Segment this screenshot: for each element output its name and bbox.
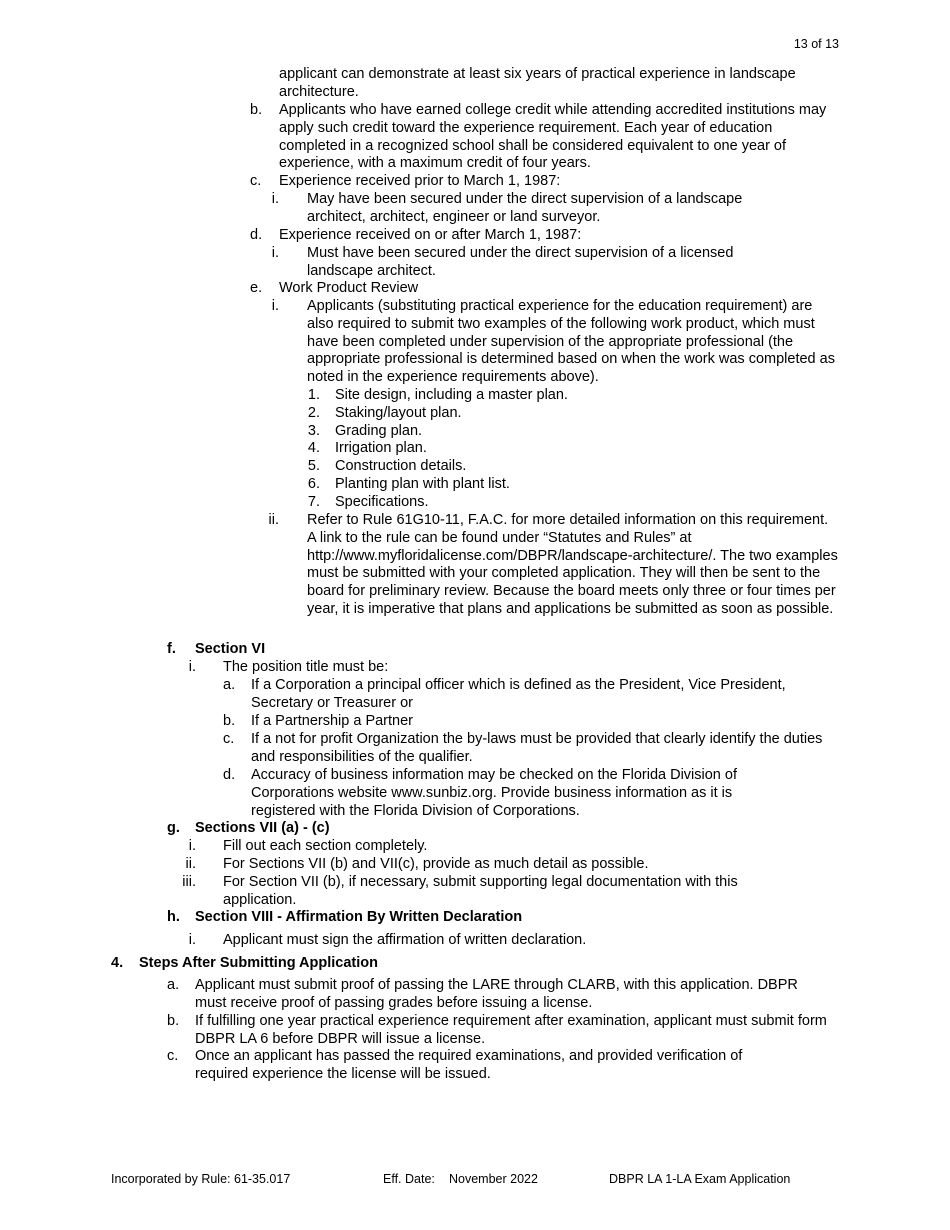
- list-item-text: If a Partnership a Partner: [251, 713, 413, 729]
- section-heading: Section VIII - Affirmation By Written Declaration: [195, 909, 523, 925]
- list-item-text: Planting plan with plant list.: [335, 476, 510, 492]
- list-item-text: For Sections VII (b) and VII(c), provide as much detail as possible.: [223, 856, 649, 872]
- section-heading: Steps After Submitting Application: [139, 955, 378, 971]
- page-number: 13 of 13: [793, 37, 839, 51]
- section-marker: g.: [167, 820, 180, 836]
- list-marker: c.: [223, 731, 235, 747]
- list-item-text: The position title must be:: [223, 659, 389, 675]
- list-item-text: Applicant must submit proof of passing the LARE through CLARB, with this application. DBPR must receive proof of passing grades before issuing a license.: [195, 977, 798, 1011]
- list-item-text: Applicant must sign the affirmation of written declaration.: [223, 932, 587, 948]
- list-marker: d.: [250, 227, 263, 243]
- list-marker: i.: [271, 298, 279, 314]
- list-marker: a.: [167, 977, 180, 993]
- list-marker: 7.: [307, 493, 320, 510]
- list-marker: iii.: [182, 874, 196, 890]
- list-item-text: Once an applicant has passed the required examinations, and provided verification of required experience the license will be issued.: [195, 1048, 743, 1082]
- list-item-text: If a Corporation a principal officer which is defined as the President, Vice President, Secretary or Treasurer or: [251, 677, 786, 711]
- list-item-text: Staking/layout plan.: [335, 404, 462, 421]
- list-item-text: Site design, including a master plan.: [335, 387, 568, 403]
- footer-eff-date: November 2022: [449, 1172, 538, 1186]
- list-marker: b.: [167, 1013, 180, 1029]
- list-marker: 1.: [307, 387, 320, 403]
- list-item-text: Refer to Rule 61G10-11, F.A.C. for more detailed information on this requirement. A link to the rule can be found under “Statutes and Rules” at http://www.myfloridalicense.com/DBPR/landscape-architecture/. The two examples must be submitted with your completed application. They will then be sent to the board for preliminary review. Because the board meets only three or four times per year, it is imperative that plans and applications be submitted as soon as possible.: [307, 512, 838, 617]
- list-marker: c.: [167, 1048, 179, 1064]
- list-item-text: If fulfilling one year practical experience requirement after examination, applicant must submit form DBPR LA 6 before DBPR will issue a license.: [195, 1013, 827, 1047]
- list-item-text: Experience received prior to March 1, 1987:: [279, 173, 561, 189]
- list-marker: i.: [271, 191, 279, 207]
- footer-rule: Incorporated by Rule: 61-35.017: [111, 1172, 291, 1186]
- list-marker: 2.: [307, 404, 320, 421]
- list-item-text: Grading plan.: [335, 422, 423, 439]
- section-heading: Section VI: [195, 641, 266, 657]
- list-item-text: Fill out each section completely.: [223, 838, 428, 854]
- section-heading: Sections VII (a) - (c): [195, 820, 330, 836]
- section-marker: f.: [167, 641, 176, 657]
- footer-eff-label: Eff. Date:: [383, 1172, 435, 1186]
- list-marker: i.: [188, 659, 196, 675]
- list-marker: 3.: [307, 422, 320, 439]
- list-item-text: Applicants who have earned college credit while attending accredited institutions may apply such credit toward the experience requirement. Each year of education completed in a recognized school shall be considered equivalent to one year of experience, with a maximum credit of four years.: [279, 102, 827, 172]
- list-item-text: Specifications.: [335, 493, 429, 510]
- list-marker: d.: [223, 767, 236, 783]
- list-marker: 6.: [307, 476, 320, 492]
- list-marker: i.: [271, 245, 279, 261]
- section-marker: 4.: [111, 955, 124, 971]
- list-marker: ii.: [185, 856, 196, 872]
- list-marker: b.: [250, 102, 263, 118]
- list-item-text: If a not for profit Organization the by-laws must be provided that clearly identify the duties and responsibilities of the qualifier.: [251, 731, 823, 765]
- list-marker: 4.: [307, 440, 320, 457]
- list-marker: i.: [188, 932, 196, 948]
- list-item-text: May have been secured under the direct supervision of a landscape architect, architect, engineer or land surveyor.: [307, 191, 743, 225]
- list-item-text: Accuracy of business information may be checked on the Florida Division of Corporations website www.sunbiz.org. Provide business information as it is registered with the Florida Division of Corporations.: [251, 767, 737, 819]
- footer-form-name: DBPR LA 1-LA Exam Application: [609, 1172, 791, 1186]
- list-item-text: For Section VII (b), if necessary, submit supporting legal documentation with this application.: [223, 874, 738, 908]
- continuation-text: applicant can demonstrate at least six years of practical experience in landscape architecture.: [279, 66, 796, 100]
- list-item-text: Experience received on or after March 1, 1987:: [279, 227, 582, 243]
- list-marker: c.: [250, 173, 262, 189]
- list-marker: a.: [223, 677, 236, 693]
- list-marker: ii.: [268, 512, 279, 528]
- list-item-text: Applicants (substituting practical experience for the education requirement) are also required to submit two examples of the following work product, which must have been completed under supervision of the appropriate professional (the appropriate professional is determined based on when the work was completed as noted in the experience requirements above).: [307, 298, 835, 386]
- list-marker: i.: [188, 838, 196, 854]
- list-marker: 5.: [307, 458, 320, 475]
- list-marker: e.: [250, 280, 263, 296]
- list-item-text: Must have been secured under the direct supervision of a licensed landscape architect.: [307, 245, 734, 279]
- list-item-text: Irrigation plan.: [335, 440, 427, 457]
- list-item-text: Work Product Review: [279, 280, 419, 296]
- section-marker: h.: [167, 909, 180, 925]
- list-marker: b.: [223, 713, 236, 729]
- list-item-text: Construction details.: [335, 458, 467, 475]
